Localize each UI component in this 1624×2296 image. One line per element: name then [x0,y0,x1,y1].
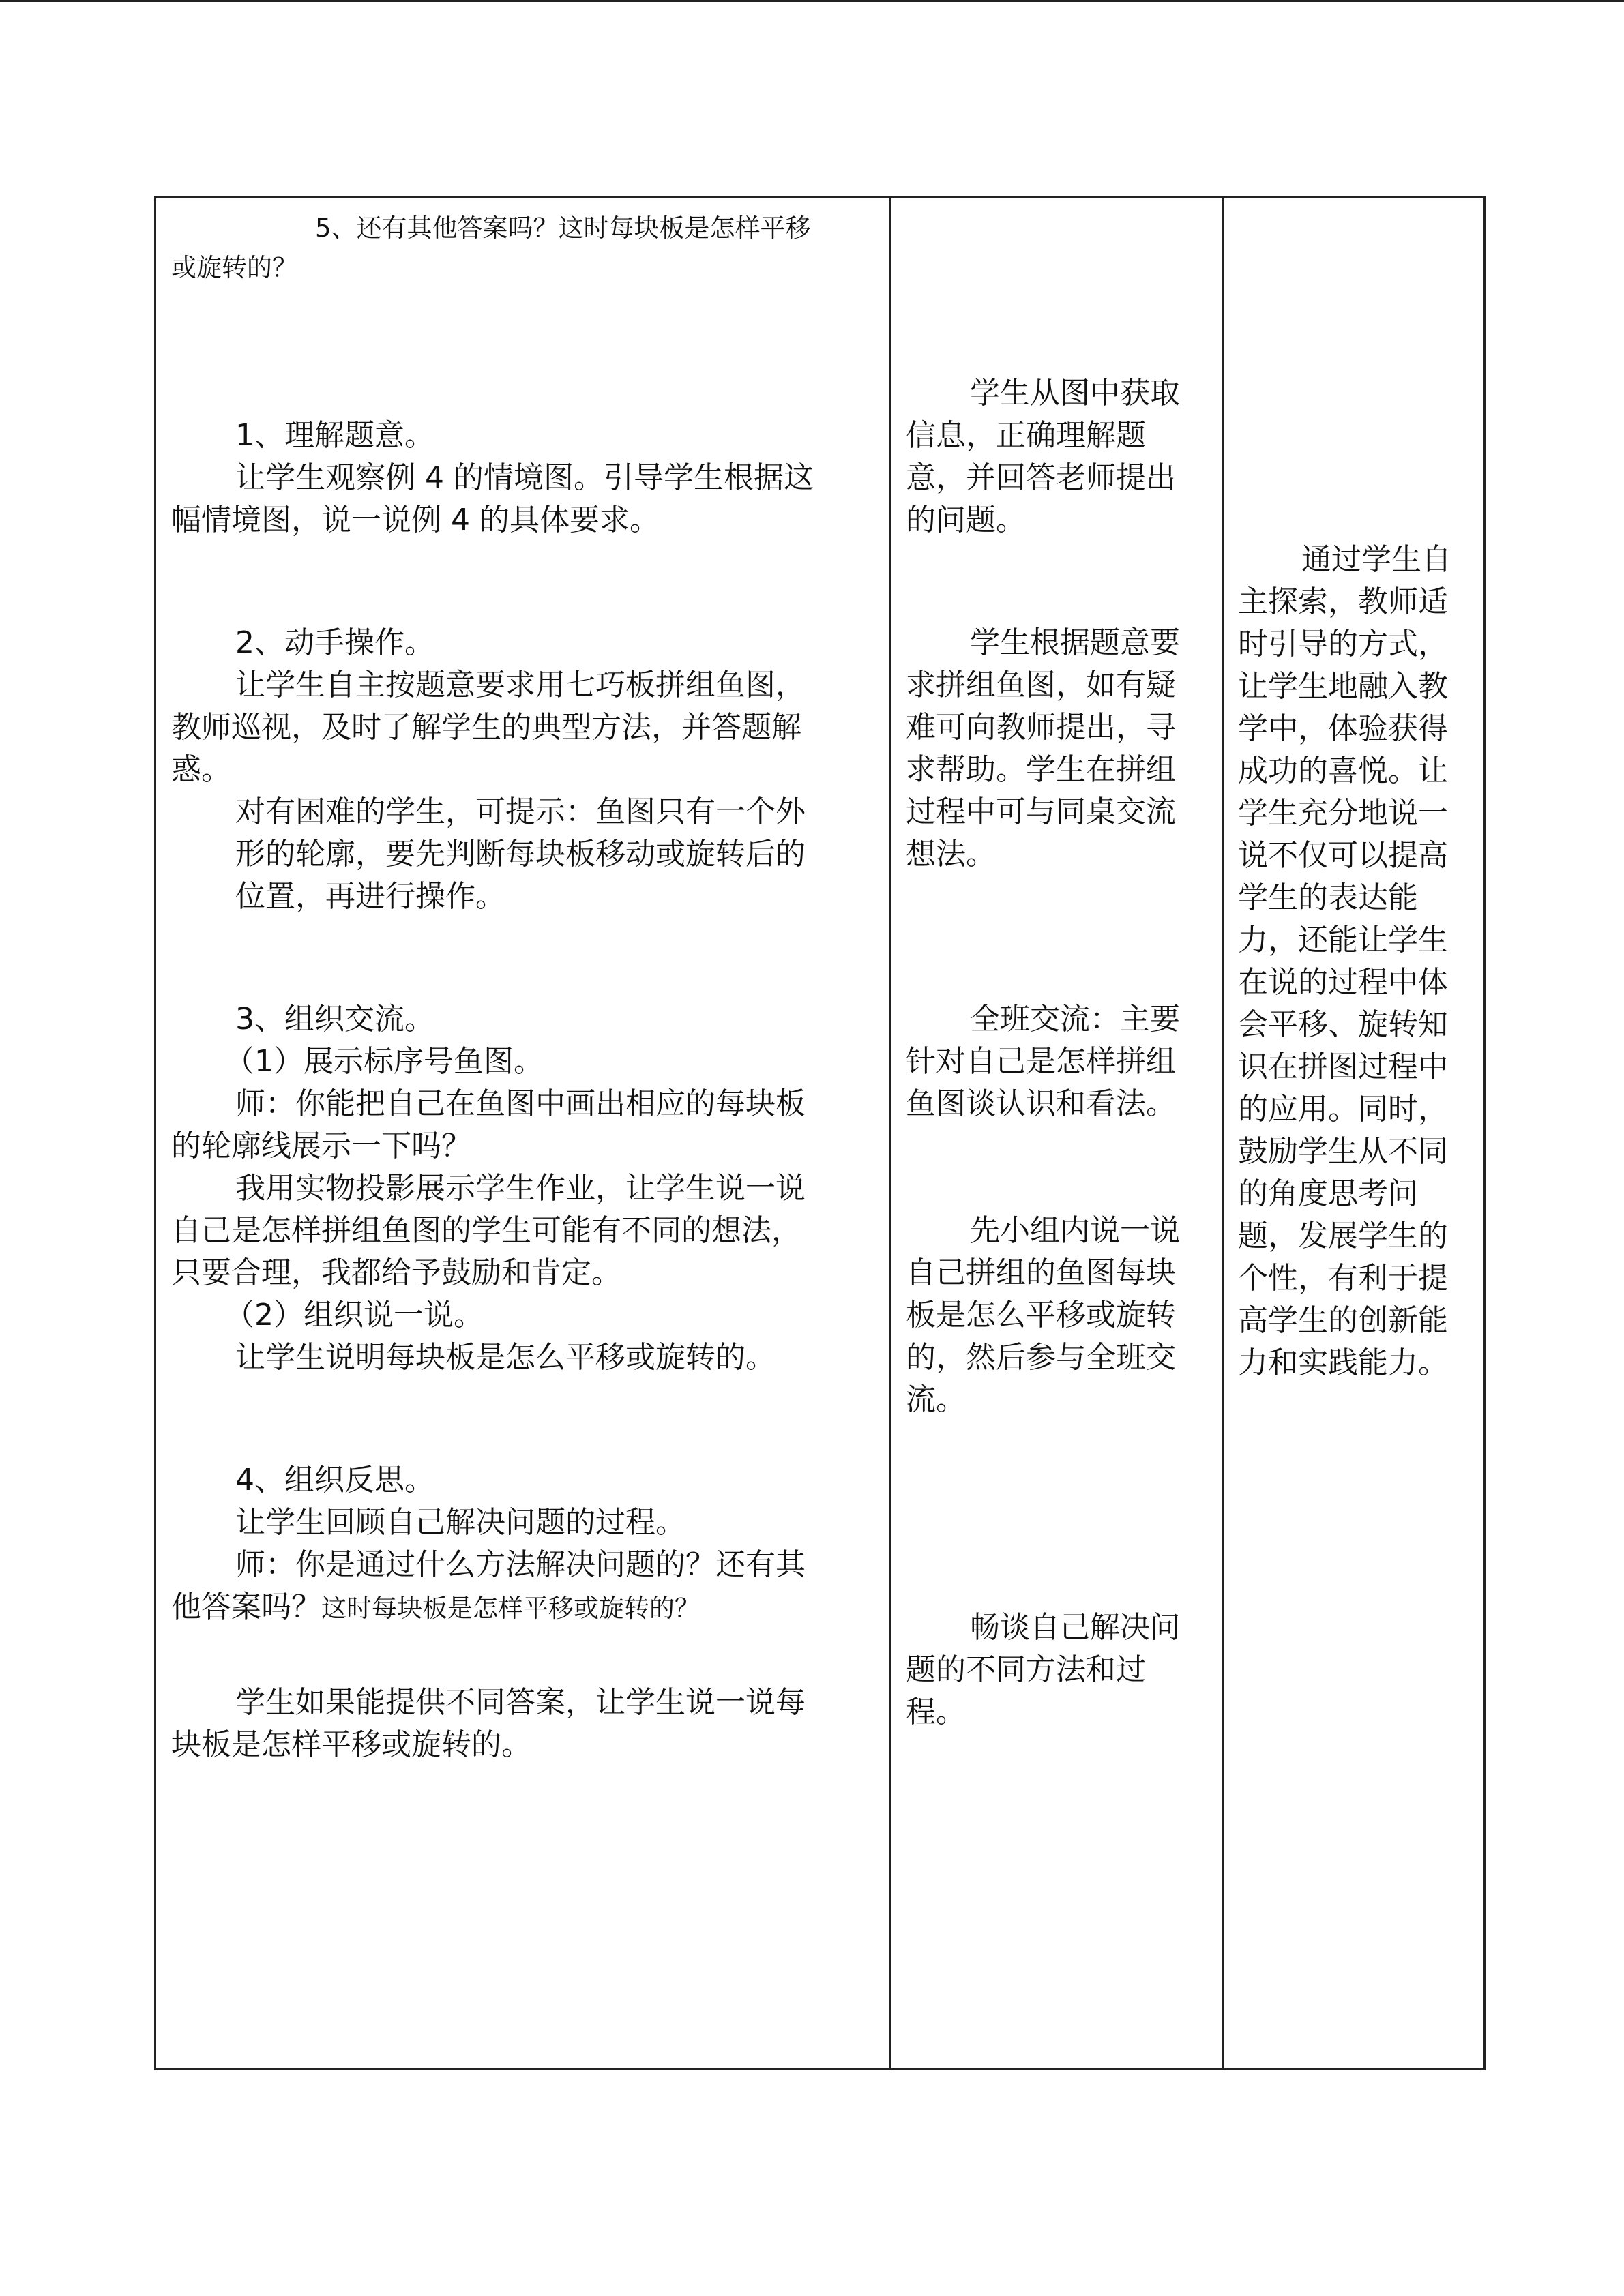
step2-body-line-1: 让学生自主按题意要求用七巧板拼组鱼图， [235,668,806,702]
step4-teacher-question-part-a: 他答案吗？ [171,1590,321,1624]
step4-teacher-question-part-b: 这时每块板是怎样平移或旋转的？ [321,1594,700,1623]
lesson-plan-table [154,196,1486,2070]
step3-sub1: （1）展示标序号鱼图。 [224,1044,544,1079]
activity4-line-3: 板是怎么平移或旋转 [906,1298,1176,1332]
activity1-line-1: 学生从图中获取 [970,376,1180,411]
design-intent-line-14: 的应用。同时， [1238,1092,1448,1127]
step2-body-line-3: 惑。 [171,752,231,787]
step3-projection-line-3: 只要合理，我都给予鼓励和肯定。 [171,1255,621,1290]
activity5-line-2: 题的不同方法和过 [906,1652,1146,1687]
design-intent-line-18: 个性，有利于提 [1238,1261,1448,1296]
step4-followup-line-1: 学生如果能提供不同答案，让学生说一说每 [235,1685,806,1720]
design-intent-line-10: 力，还能让学生 [1238,923,1448,957]
step3-sub2: （2）组织说一说。 [224,1298,484,1332]
activity2-line-3: 难可向教师提出，寻 [906,710,1176,745]
column-divider-2 [1222,198,1224,2068]
activity1-line-2: 信息，正确理解题 [906,418,1146,453]
activity2-line-1: 学生根据题意要 [970,625,1180,660]
activity5-line-1: 畅谈自己解决问 [970,1610,1180,1645]
step4-followup-line-2: 块板是怎样平移或旋转的。 [171,1727,531,1762]
step4-teacher-question-line-2 [171,1587,700,1629]
design-intent-line-3: 时引导的方式， [1238,627,1448,661]
activity4-line-2: 自己拼组的鱼图每块 [906,1255,1176,1290]
step2-hint-line-3: 位置，再进行操作。 [235,879,505,914]
activity2-line-5: 过程中可与同桌交流 [906,794,1176,829]
activity5-line-3: 程。 [906,1695,966,1729]
step1-heading: 1、理解题意。 [235,418,434,453]
step2-hint-line-1: 对有困难的学生，可提示：鱼图只有一个外 [235,794,806,829]
design-intent-line-7: 学生充分地说一 [1238,796,1448,831]
step3-explain: 让学生说明每块板是怎么平移或旋转的。 [235,1340,776,1375]
step3-projection-line-2: 自己是怎样拼组鱼图的学生可能有不同的想法， [171,1213,801,1248]
activity3-line-3: 鱼图谈认识和看法。 [906,1086,1176,1121]
activity3-line-1: 全班交流：主要 [970,1002,1180,1037]
activity1-line-3: 意，并回答老师提出 [906,460,1176,495]
design-intent-line-9: 学生的表达能 [1238,880,1418,915]
design-intent-line-4: 让学生地融入教 [1238,669,1448,704]
question5-line-1: 5、还有其他答案吗？这时每块板是怎样平移 [315,213,811,243]
step4-review: 让学生回顾自己解决问题的过程。 [235,1505,685,1540]
design-intent-line-13: 识在拼图过程中 [1238,1049,1448,1084]
step1-body-line-2: 幅情境图，说一说例 4 的具体要求。 [171,503,660,537]
design-intent-line-1: 通过学生自 [1301,542,1451,577]
design-intent-line-19: 高学生的创新能 [1238,1303,1448,1338]
design-intent-line-15: 鼓励学生从不同 [1238,1134,1448,1169]
step2-body-line-2: 教师巡视，及时了解学生的典型方法，并答题解 [171,710,801,745]
activity1-line-4: 的问题。 [906,503,1026,537]
step3-heading: 3、组织交流。 [235,1002,434,1037]
step3-teacher-question-line-1: 师：你能把自己在鱼图中画出相应的每块板 [235,1086,806,1121]
step1-body-line-1: 让学生观察例 4 的情境图。引导学生根据这 [235,460,814,495]
step2-heading: 2、动手操作。 [235,625,434,660]
step2-hint-line-2: 形的轮廓，要先判断每块板移动或旋转后的 [235,837,806,871]
activity2-line-4: 求帮助。学生在拼组 [906,752,1176,787]
page-top-border [0,0,1624,2]
design-intent-line-16: 的角度思考问 [1238,1176,1418,1211]
activity4-line-1: 先小组内说一说 [970,1213,1180,1248]
design-intent-line-2: 主探索，教师适 [1238,584,1448,619]
design-intent-line-5: 学中，体验获得 [1238,711,1448,746]
design-intent-line-8: 说不仅可以提高 [1238,838,1448,873]
activity4-line-4: 的，然后参与全班交 [906,1340,1176,1375]
activity4-line-5: 流。 [906,1382,966,1417]
activity2-line-2: 求拼组鱼图，如有疑 [906,668,1176,702]
design-intent-line-11: 在说的过程中体 [1238,965,1448,1000]
design-intent-line-6: 成功的喜悦。让 [1238,754,1448,788]
step3-projection-line-1: 我用实物投影展示学生作业，让学生说一说 [235,1171,806,1206]
activity3-line-2: 针对自己是怎样拼组 [906,1044,1176,1079]
design-intent-line-12: 会平移、旋转知 [1238,1007,1448,1042]
question5-line-2: 或旋转的？ [171,253,297,282]
design-intent-line-17: 题，发展学生的 [1238,1219,1448,1253]
design-intent-line-20: 力和实践能力。 [1238,1345,1448,1380]
step4-heading: 4、组织反思。 [235,1463,434,1497]
activity2-line-6: 想法。 [906,837,996,871]
step4-teacher-question-line-1: 师：你是通过什么方法解决问题的？还有其 [235,1547,806,1582]
column-divider-1 [889,198,891,2068]
step3-teacher-question-line-2: 的轮廓线展示一下吗？ [171,1129,471,1163]
